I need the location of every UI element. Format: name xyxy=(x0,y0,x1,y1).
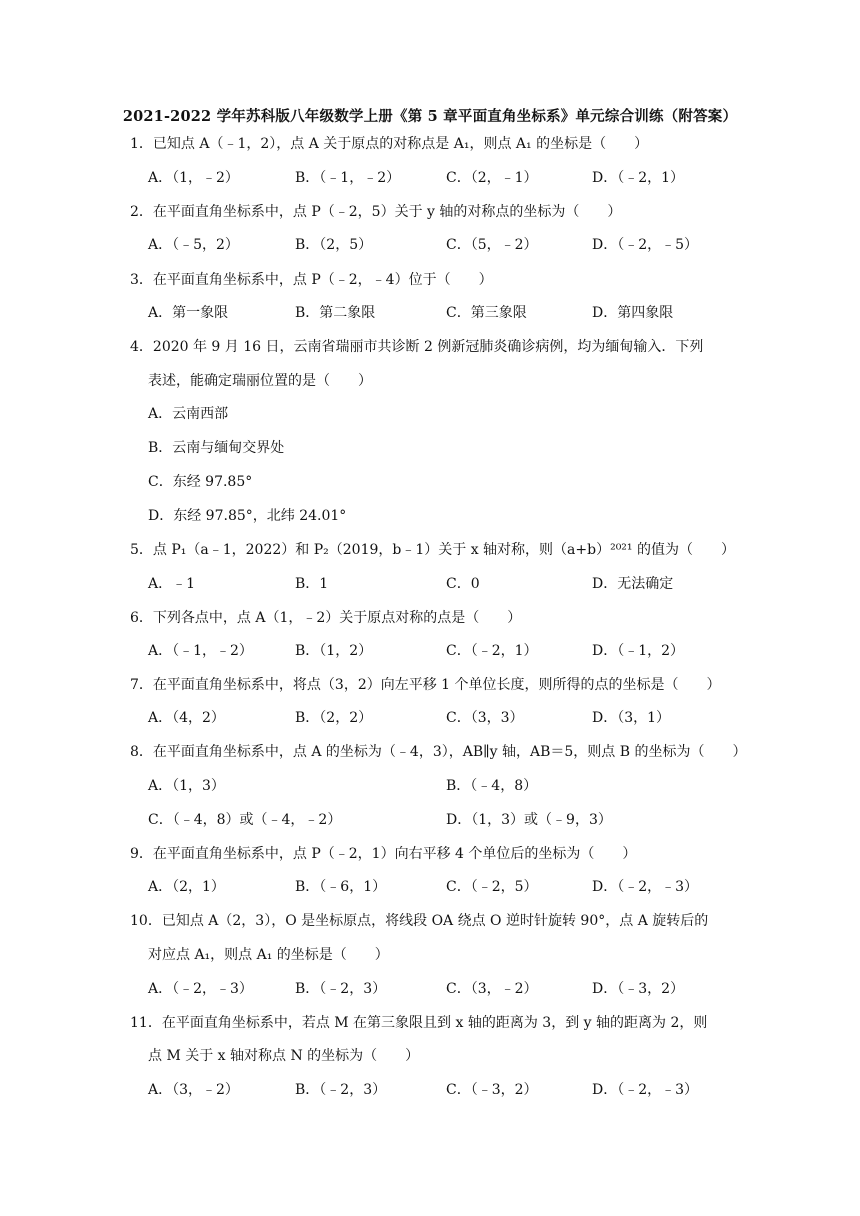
question-10-stem: 10．已知点 A（2，3），O 是坐标原点，将线段 OA 绕点 O 逆时针旋转 90°，点 A 旋转后的 xyxy=(130,913,709,929)
question-11-stem: 11．在平面直角坐标系中，若点 M 在第三象限且到 x 轴的距离为 3，到 y 轴的距离为 2，则 xyxy=(130,1015,708,1031)
question-2-option-d: D．（﹣2，﹣5） xyxy=(592,237,699,253)
question-8-stem: 8．在平面直角坐标系中，点 A 的坐标为（﹣4，3），AB∥y 轴，AB＝5，则点 B 的坐标为（ ） xyxy=(130,744,747,760)
question-8-option-a: A．（1，3） xyxy=(148,778,225,794)
question-6-option-d: D．（﹣1，2） xyxy=(592,643,685,659)
question-9-option-c: C．（﹣2，5） xyxy=(446,879,538,895)
question-5-option-b: B．1 xyxy=(295,576,329,592)
question-4-stem: 4．2020 年 9 月 16 日，云南省瑞丽市共诊断 2 例新冠肺炎确诊病例，均为缅甸输入．下列 xyxy=(130,339,704,355)
question-4-stem-continued: 表述，能确定瑞丽位置的是（ ） xyxy=(148,373,372,389)
question-1-stem: 1．已知点 A（﹣1，2），点 A 关于原点的对称点是 A₁，则点 A₁ 的坐标是（ ） xyxy=(130,136,649,152)
question-6-option-a: A．（﹣1，﹣2） xyxy=(148,643,253,659)
question-8-option-c: C．（﹣4，8）或（﹣4，﹣2） xyxy=(148,812,342,828)
question-7-option-d: D．（3，1） xyxy=(592,710,671,726)
document-title: 2021-2022 学年苏科版八年级数学上册《第 5 章平面直角坐标系》单元综合训练（附答案） xyxy=(122,108,738,125)
question-9-option-a: A．（2，1） xyxy=(148,879,225,895)
question-3-option-a: A．第一象限 xyxy=(148,305,229,321)
question-4-option-a: A．云南西部 xyxy=(148,406,229,422)
question-3-stem: 3．在平面直角坐标系中，点 P（﹣2，﹣4）位于（ ） xyxy=(130,272,493,288)
question-2-stem: 2．在平面直角坐标系中，点 P（﹣2，5）关于 y 轴的对称点的坐标为（ ） xyxy=(130,204,622,220)
question-2-option-b: B．（2，5） xyxy=(295,237,373,253)
question-4-option-d: D．东经 97.85°，北纬 24.01° xyxy=(148,508,347,524)
question-9-option-d: D．（﹣2，﹣3） xyxy=(592,879,699,895)
question-3-option-b: B．第二象限 xyxy=(295,305,376,321)
question-5-option-c: C．0 xyxy=(446,576,480,592)
question-10-option-d: D．（﹣3，2） xyxy=(592,981,685,997)
question-5-option-d: D．无法确定 xyxy=(592,576,674,592)
question-7-option-a: A．（4，2） xyxy=(148,710,225,726)
question-2-option-a: A．（﹣5，2） xyxy=(148,237,239,253)
question-11-option-a: A．（3，﹣2） xyxy=(148,1082,239,1098)
question-3-option-d: D．第四象限 xyxy=(592,305,674,321)
question-1-option-d: D．（﹣2，1） xyxy=(592,170,685,186)
question-8-option-d: D．（1，3）或（﹣9，3） xyxy=(446,812,612,828)
question-3-option-c: C．第三象限 xyxy=(446,305,527,321)
question-10-option-a: A．（﹣2，﹣3） xyxy=(148,981,253,997)
question-11-stem-continued: 点 M 关于 x 轴对称点 N 的坐标为（ ） xyxy=(148,1048,420,1064)
question-5-option-a: A．﹣1 xyxy=(148,576,196,592)
question-7-option-c: C．（3，3） xyxy=(446,710,524,726)
question-7-stem: 7．在平面直角坐标系中，将点（3，2）向左平移 1 个单位长度，则所得的点的坐标是（ ） xyxy=(130,677,721,693)
question-8-option-b: B．（﹣4，8） xyxy=(446,778,538,794)
question-5-stem: 5．点 P₁（a﹣1，2022）和 P₂（2019，b﹣1）关于 x 轴对称，则（a+b）²⁰²¹ 的值为（ ） xyxy=(130,542,735,558)
question-11-option-b: B．（﹣2，3） xyxy=(295,1082,387,1098)
question-1-option-b: B．（﹣1，﹣2） xyxy=(295,170,401,186)
question-9-stem: 9．在平面直角坐标系中，点 P（﹣2，1）向右平移 4 个单位后的坐标为（ ） xyxy=(130,846,637,862)
question-1-option-a: A．（1，﹣2） xyxy=(148,170,239,186)
question-6-option-b: B．（1，2） xyxy=(295,643,373,659)
question-11-option-d: D．（﹣2，﹣3） xyxy=(592,1082,699,1098)
question-6-stem: 6．下列各点中，点 A（1，﹣2）关于原点对称的点是（ ） xyxy=(130,610,522,626)
question-10-option-c: C．（3，﹣2） xyxy=(446,981,538,997)
question-11-option-c: C．（﹣3，2） xyxy=(446,1082,538,1098)
question-6-option-c: C．（﹣2，1） xyxy=(446,643,538,659)
question-9-option-b: B．（﹣6，1） xyxy=(295,879,387,895)
question-10-option-b: B．（﹣2，3） xyxy=(295,981,387,997)
question-4-option-c: C．东经 97.85° xyxy=(148,474,253,490)
question-2-option-c: C．（5，﹣2） xyxy=(446,237,538,253)
question-4-option-b: B．云南与缅甸交界处 xyxy=(148,440,285,456)
question-1-option-c: C．（2，﹣1） xyxy=(446,170,538,186)
question-7-option-b: B．（2，2） xyxy=(295,710,373,726)
question-10-stem-continued: 对应点 A₁，则点 A₁ 的坐标是（ ） xyxy=(148,947,389,963)
